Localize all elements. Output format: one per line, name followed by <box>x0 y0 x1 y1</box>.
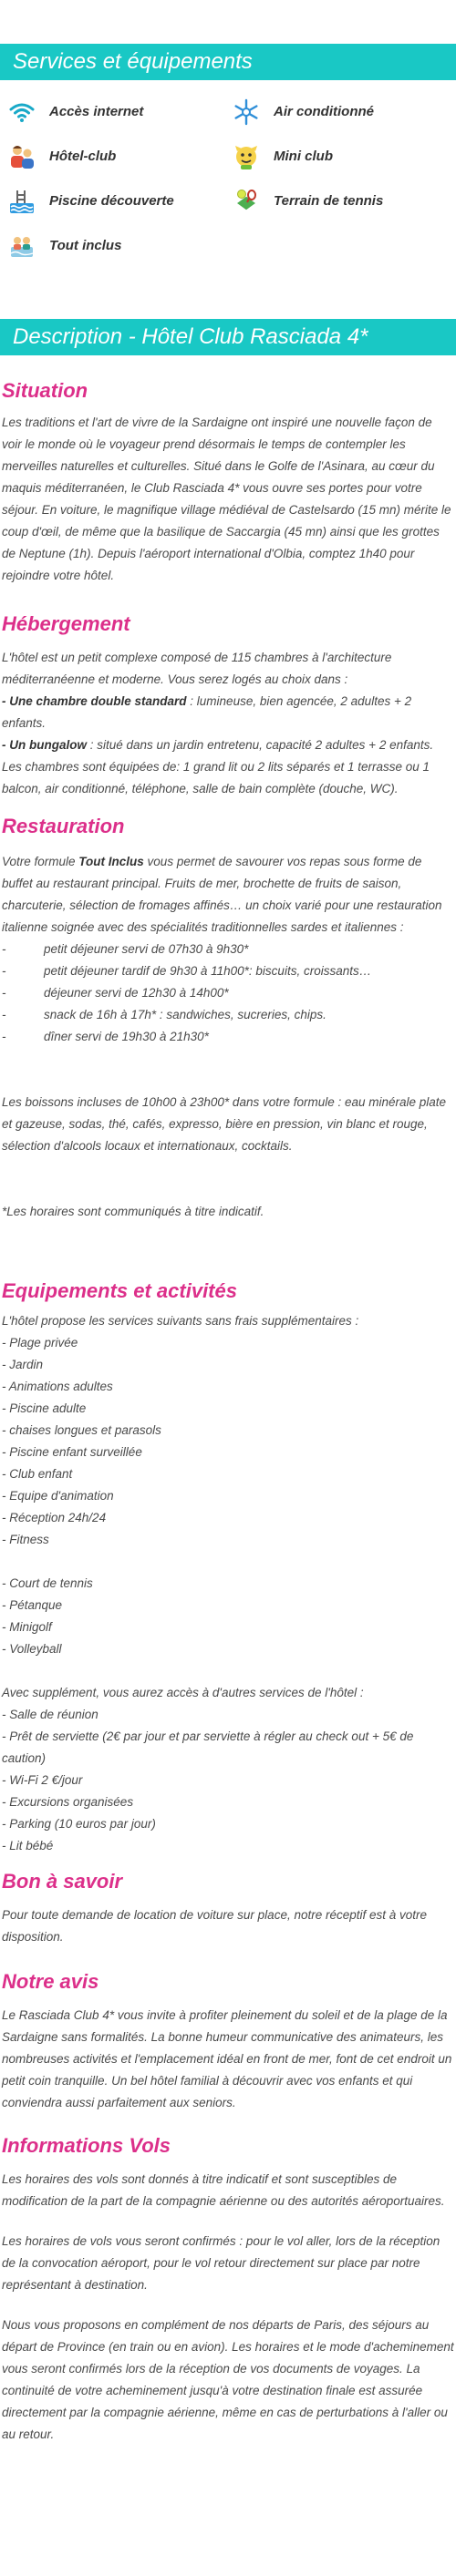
section-title-equipements: Equipements et activités <box>2 1279 237 1302</box>
list-item: - snack de 16h à 17h* : sandwiches, sucreries, chips. <box>44 1004 456 1026</box>
service-label: Hôtel-club <box>49 149 117 164</box>
hebergement-room <box>0 691 456 734</box>
list-item: - Pétanque <box>2 1598 63 1612</box>
bungalow-label: - Un bungalow <box>2 738 87 752</box>
service-label: Terrain de tennis <box>274 193 384 209</box>
drinks-text: Les boissons incluses de 10h00 à 23h00* dans votre formule : eau minérale plate et gazeuse, sodas, thé, cafés, expresso, bière en pression, vin blanc et rouge, sélection d'alcools locaux et internationaux, cocktails. <box>2 1095 447 1153</box>
list-item: - Court de tennis <box>2 1576 93 1590</box>
service-label: Accès internet <box>49 104 144 119</box>
all-inclusive-icon <box>7 231 36 261</box>
section-title-bon-a-savoir: Bon à savoir <box>2 1870 123 1893</box>
list-item: - Prêt de serviette (2€ par jour et par serviette à régler au check out + 5€ de caution) <box>2 1729 414 1765</box>
hebergement-intro: L'hôtel est un petit complexe composé de 115 chambres à l'architecture méditerranéenne et moderne. Vous serez logés au choix dans : <box>2 651 392 686</box>
meal-schedule-list <box>0 939 456 1048</box>
section-title-situation: Situation <box>2 379 88 402</box>
service-item <box>232 141 456 171</box>
service-label: Air conditionné <box>274 104 374 119</box>
restauration-intro-start: Votre formule <box>2 855 79 868</box>
notre-avis-text: Le Rasciada Club 4* vous invite à profiter pleinement du soleil et de la plage de la Sardaigne sans formalités. La bonne humeur communicative des animateurs, les nombreuses activités et l'emplacement idéal en front de mer, font de cet endroit un petit coin tranquille. Un bel hôtel familial à découvrir avec vos enfants et qui conviendra aussi parfaitement aux seniors. <box>2 2008 452 2109</box>
list-item: - petit déjeuner tardif de 9h30 à 11h00*: biscuits, croissants… <box>44 960 456 982</box>
services-header: Services et équipements <box>0 44 456 80</box>
list-item: - Minigolf <box>2 1620 52 1634</box>
list-item: - Excursions organisées <box>2 1795 134 1809</box>
list-item: - Wi-Fi 2 €/jour <box>2 1773 83 1787</box>
formula-name: Tout Inclus <box>78 855 144 868</box>
sports-list <box>0 1573 456 1660</box>
list-item: - petit déjeuner servi de 07h30 à 9h30* <box>44 939 456 960</box>
list-item: - Réception 24h/24 <box>2 1511 107 1524</box>
list-item: - Piscine adulte <box>2 1401 87 1415</box>
list-item: - Fitness <box>2 1533 49 1546</box>
list-item: - chaises longues et parasols <box>2 1423 161 1437</box>
list-item: - Lit bébé <box>2 1839 54 1852</box>
hebergement-bungalow <box>0 734 456 800</box>
service-item <box>7 231 232 261</box>
situation-text: Les traditions et l'art de vivre de la Sardaigne ont inspiré une nouvelle façon de voir le monde où le voyageur prend désormais le temps de contempler les merveilles naturelles et culturelles. Situé dans le Golfe de l'Asinara, au cœur du maquis méditerranéen, le Club Rasciada 4* vous ouvre ses portes pour votre séjour. En voiture, le magnifique village médiéval de Castelsardo (15 mn) mérite le coup d'œil, de même que la basilique de Saccargia (45 mn) ainsi que les grottes de Neptune (1h). Depuis l'aéroport international d'Olbia, comptez 1h40 pour rejoindre votre hôtel. <box>2 416 451 582</box>
paid-services-list <box>0 1704 456 1857</box>
schedule-note: *Les horaires sont communiqués à titre indicatif. <box>2 1205 264 1218</box>
list-item: - Jardin <box>2 1358 44 1371</box>
vols-paragraph-3: Nous vous proposons en complément de nos départs de Paris, des séjours au départ de Province (en train ou en avion). Les horaires et le mode d'acheminement vous seront confirmés lors de la réception de vos documents de voyages. La continuité de votre acheminement jusqu'à votre destination finale est assurée directement par la compagnie aérienne, même en cas de perturbations à l'aller ou au retour. <box>2 2318 454 2441</box>
service-label: Piscine découverte <box>49 193 174 209</box>
section-title-hebergement: Hébergement <box>2 612 130 635</box>
list-item: - Plage privée <box>2 1336 78 1350</box>
paid-services-intro: Avec supplément, vous aurez accès à d'autres services de l'hôtel : <box>2 1686 364 1699</box>
service-item <box>7 141 232 171</box>
equipements-intro: L'hôtel propose les services suivants sans frais supplémentaires : <box>2 1314 359 1328</box>
list-item: - Piscine enfant surveillée <box>2 1445 142 1459</box>
free-services-list <box>0 1332 456 1551</box>
service-label: Mini club <box>274 149 333 164</box>
list-item: - déjeuner servi de 12h30 à 14h00* <box>44 982 456 1004</box>
vols-paragraph-1: Les horaires des vols sont donnés à titre indicatif et sont susceptibles de modification de la part de la compagnie aérienne ou des autorités aéroportuaires. <box>2 2172 445 2208</box>
room-type-desc: : lumineuse, bien agencée, 2 adultes + 2 enfants. <box>2 694 412 730</box>
restauration-intro <box>0 851 456 939</box>
section-title-vols: Informations Vols <box>2 2134 171 2157</box>
list-item: - Club enfant <box>2 1467 73 1481</box>
pool-icon <box>7 187 36 216</box>
wifi-icon <box>7 97 36 127</box>
bon-a-savoir-text: Pour toute demande de location de voiture sur place, notre réceptif est à votre disposition. <box>2 1908 428 1944</box>
service-item <box>7 97 232 127</box>
list-item: - Salle de réunion <box>2 1708 98 1721</box>
section-title-notre-avis: Notre avis <box>2 1970 99 1993</box>
description-header: Description - Hôtel Club Rasciada 4* <box>0 319 456 355</box>
tennis-icon <box>232 187 261 216</box>
list-item: - Animations adultes <box>2 1380 113 1393</box>
service-item <box>232 97 456 127</box>
kid-icon <box>232 142 261 171</box>
services-grid <box>0 93 456 261</box>
service-item <box>232 186 456 216</box>
service-label: Tout inclus <box>49 238 122 253</box>
list-item: - Volleyball <box>2 1642 62 1656</box>
vols-paragraph-2: Les horaires de vols vous seront confirmés : pour le vol aller, lors de la réception de la convocation aéroport, pour le vol retour directement sur place par notre représentant à destination. <box>2 2234 440 2292</box>
section-title-restauration: Restauration <box>2 815 125 837</box>
room-type-label: - Une chambre double standard <box>2 694 187 708</box>
service-item <box>7 186 232 216</box>
list-item: - Equipe d'animation <box>2 1489 114 1503</box>
snowflake-icon <box>232 97 261 127</box>
list-item: - dîner servi de 19h30 à 21h30* <box>44 1026 456 1048</box>
restauration-intro-end: vous permet de savourer vos repas sous forme de buffet au restaurant principal. Fruits de mer, brochette de fruits de saison, charcuterie, sélection de fromages affinés… un choix varié pour une restauration italienne soignée avec des spécialités traditionnelles sardes et italiennes : <box>2 855 442 934</box>
bungalow-desc: : situé dans un jardin entretenu, capacité 2 adultes + 2 enfants. Les chambres sont équipées de: 1 grand lit ou 2 lits séparés et 1 terrasse ou 1 balcon, air conditionné, téléphone, salle de bain complète (douche, WC). <box>2 738 434 795</box>
list-item: - Parking (10 euros par jour) <box>2 1817 156 1831</box>
people-icon <box>7 142 36 171</box>
